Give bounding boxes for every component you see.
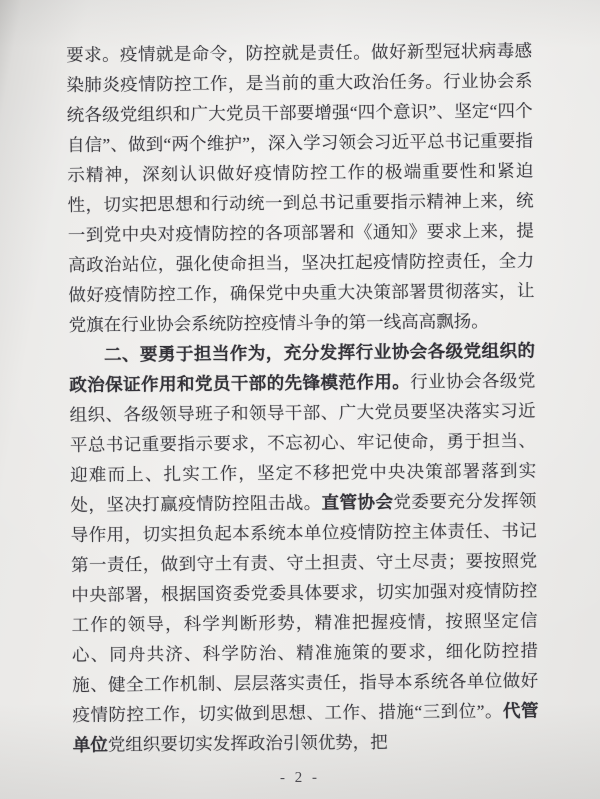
page-number: - 2 - [279, 769, 321, 787]
section-two-bold-daiguan: 代管单位 [72, 700, 539, 755]
section-two-body-3: 党组织要切实发挥政治引领优势，把 [107, 731, 388, 755]
paragraph-section-two [69, 336, 539, 760]
section-two-heading: 二、要勇于担当作为，充分发挥行业协会各级党组织的政治保证作用和党员干部的先锋模范作用。 [69, 340, 536, 395]
section-two-body-2: 党委要充分发挥领导作用，切实担负起本系统本单位疫情防控主体责任、书记第一责任，做到守土有责、守土担责、守土尽责；要按照党中央部署，根据国资委党委具体要求，切实加强对疫情防控工作的领导，科学判断形势，精准把握疫情，按照坚定信心、同舟共济、科学防治、精准施策的要求，细化防控措施、健全工作机制、层层落实责任，指导本系统各单位做好疫情防控工作，切实做到思想、工作、措施“三到位”。 [70, 490, 539, 725]
section-two-body-1: 行业协会各级党组织、各级领导班子和领导干部、广大党员要坚决落实习近平总书记重要指示要求，不忘初心、牢记使命，勇于担当、迎难而上、扎实工作，坚定不移把党中央决策部署落到实处，坚决打赢疫情防控阻击战。 [69, 370, 537, 515]
section-two-bold-zhiguan: 直管协会 [321, 491, 394, 513]
paragraph-continuation: 要求。疫情就是命令，防控就是责任。做好新型冠状病毒感染肺炎疫情防控工作，是当前的重大政治任务。行业协会系统各级党组织和广大党员干部要增强“四个意识”、坚定“四个自信”、做到“两个维护”，深入学习领会习近平总书记重要指示精神，深刻认识做好疫情防控工作的极端重要性和紧迫性，切实把思想和行动统一到总书记重要指示精神上来，统一到党中央对疫情防控的各项部署和《通知》要求上来，提高政治站位，强化使命担当，坚决扛起疫情防控责任，全力做好疫情防控工作，确保党中央重大决策部署贯彻落实，让党旗在行业协会系统防控疫情斗争的第一线高高飘扬。 [66, 40, 535, 335]
document-text [66, 36, 539, 760]
